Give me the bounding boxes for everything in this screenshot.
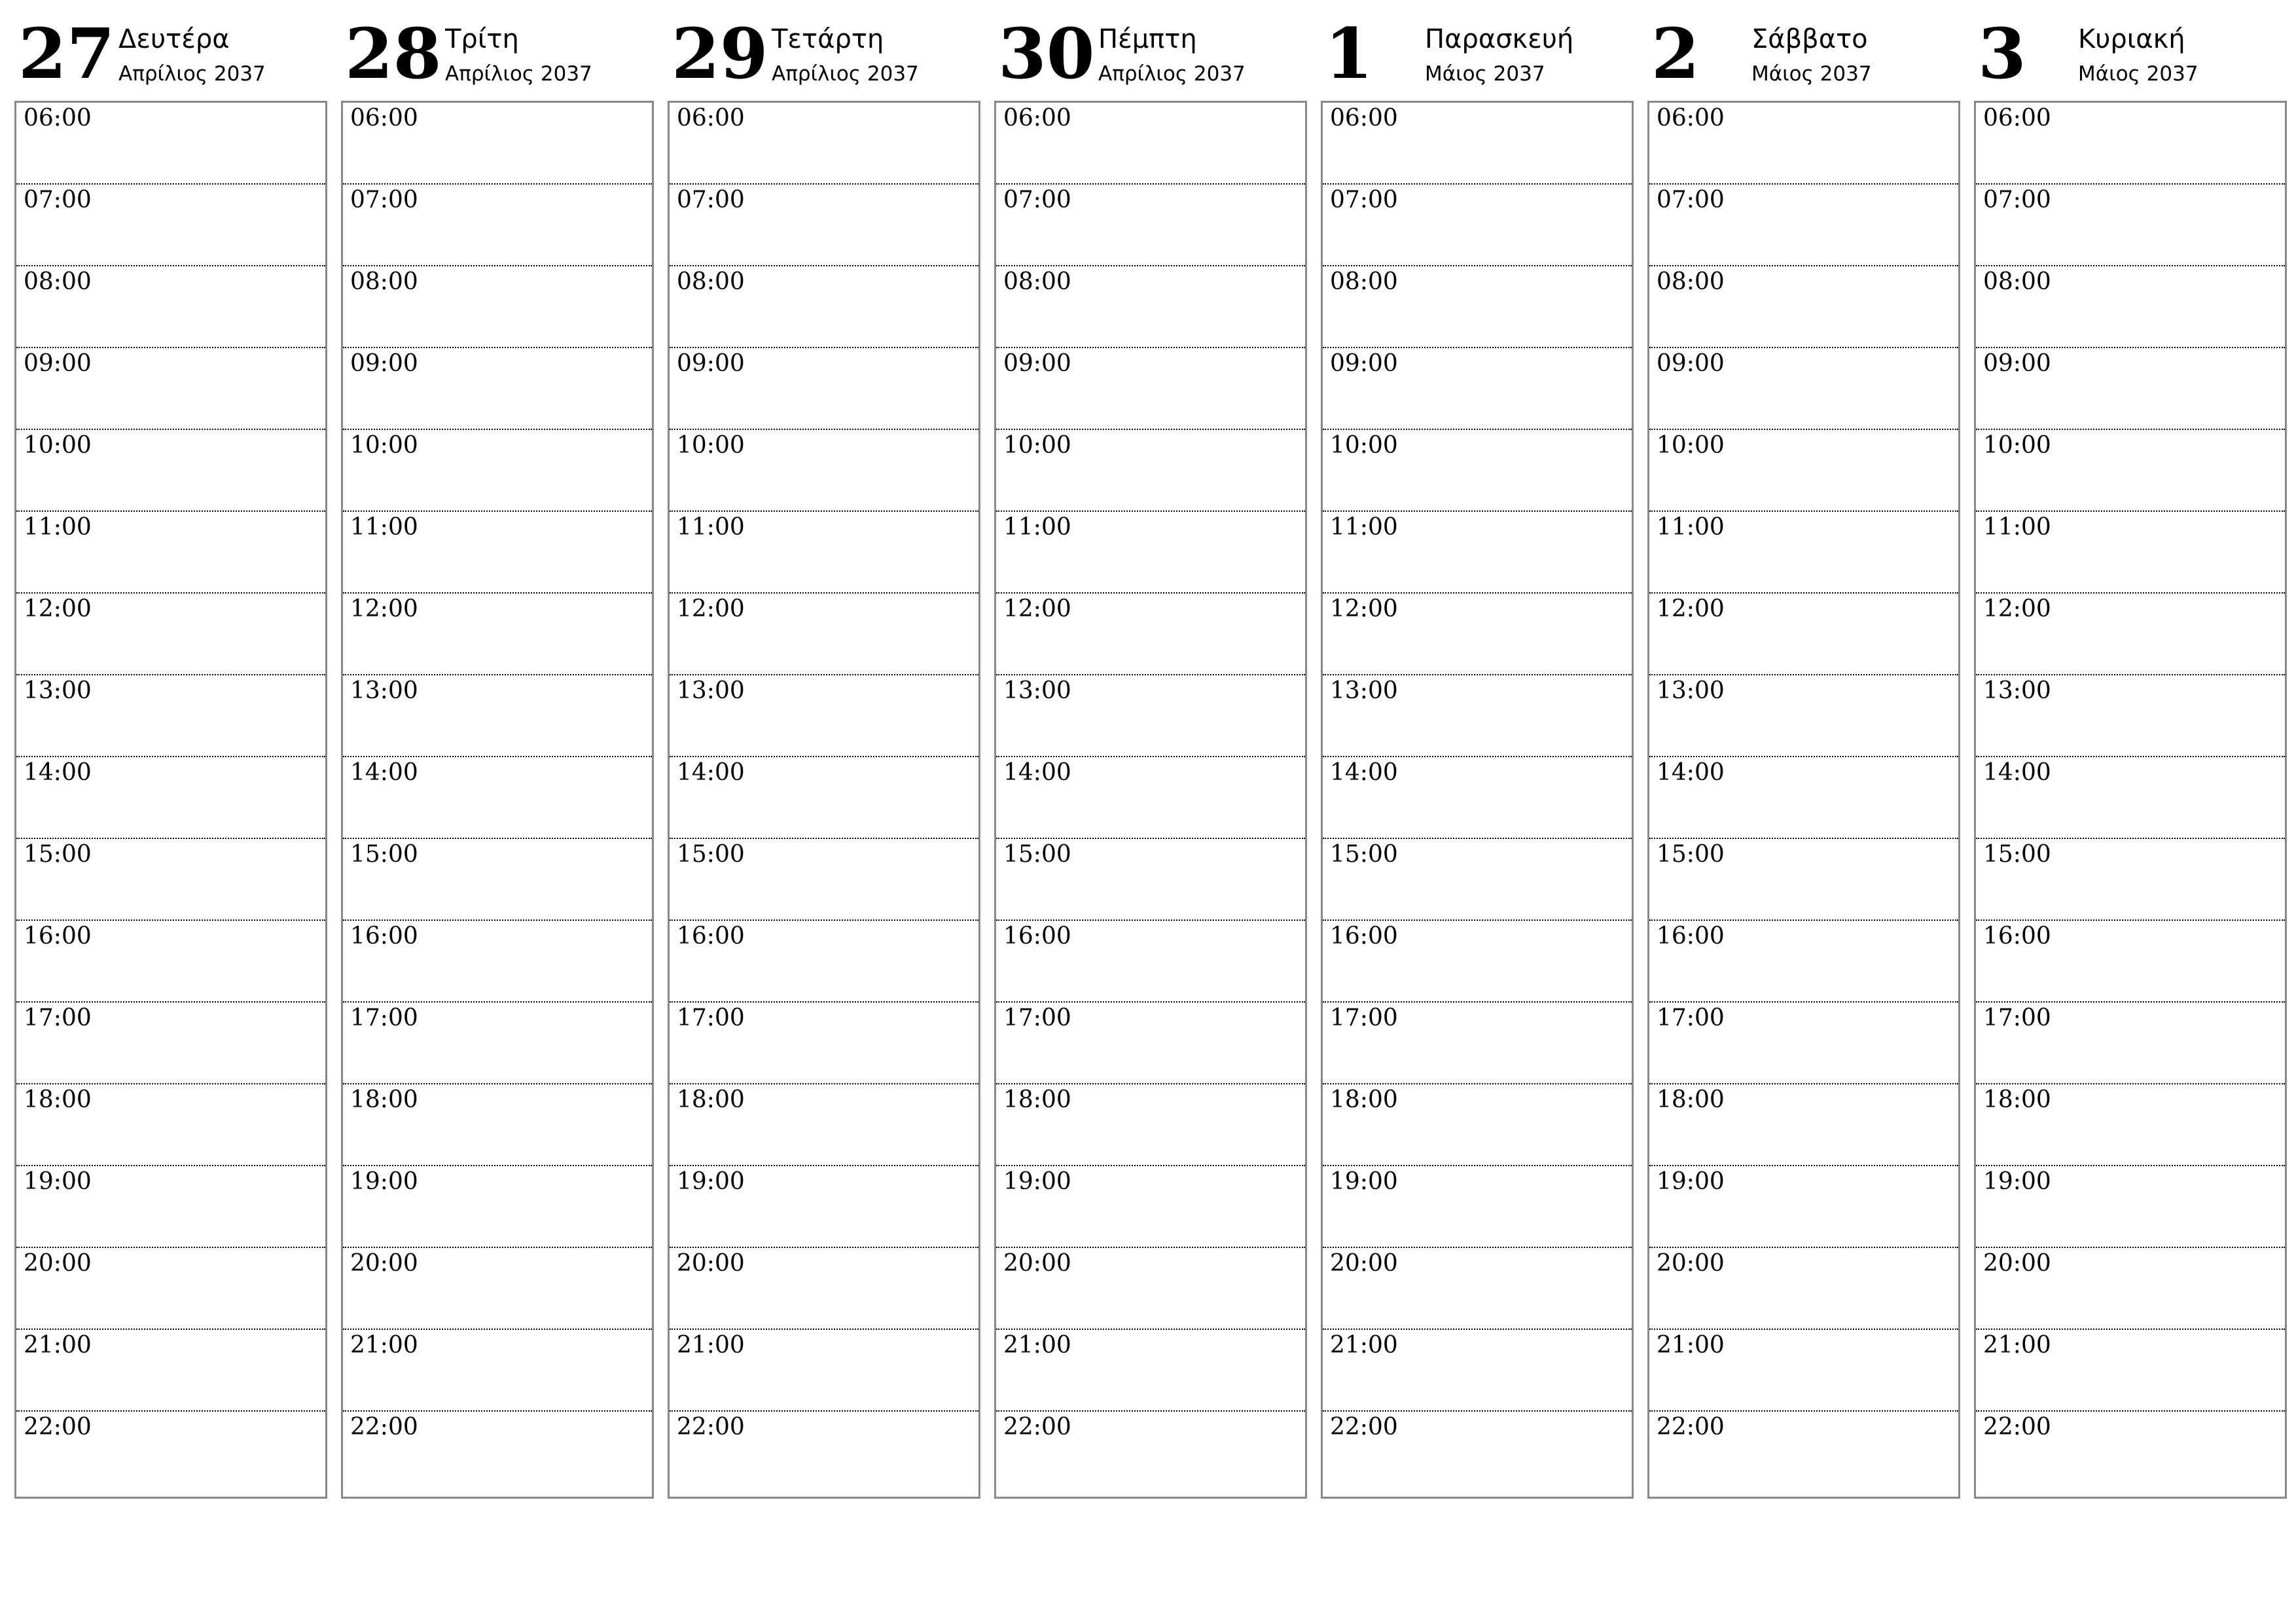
hour-label: 21:00 [677,1332,745,1359]
day-number: 28 [345,12,442,94]
hour-label: 08:00 [1330,268,1398,295]
hour-slot [343,266,652,348]
day-number: 27 [18,12,115,94]
day-header [1974,0,2287,99]
hour-label: 17:00 [24,1005,92,1031]
hour-label: 06:00 [1003,105,1071,132]
hour-slot [1649,1330,1958,1412]
hour-slot [1649,675,1958,757]
hour-label: 20:00 [1983,1250,2051,1277]
hour-label: 10:00 [1657,432,1725,459]
hour-slot [1323,348,1632,430]
hour-slot [1976,921,2285,1003]
hour-label: 10:00 [350,432,418,459]
hour-slot [1976,512,2285,594]
hour-grid [668,101,980,1499]
hour-label: 21:00 [350,1332,418,1359]
hour-slot [670,348,978,430]
month-year: Απρίλιος 2037 [772,62,919,86]
hour-label: 15:00 [1003,841,1071,868]
hour-label: 13:00 [1983,677,2051,704]
hour-slot [16,1084,325,1166]
hour-label: 20:00 [24,1250,92,1277]
hour-label: 16:00 [1983,923,2051,950]
hour-slot [996,1248,1305,1330]
hour-slot [343,103,652,185]
hour-label: 10:00 [1983,432,2051,459]
hour-slot [996,103,1305,185]
hour-label: 18:00 [1330,1086,1398,1113]
hour-label: 16:00 [1657,923,1725,950]
hour-label: 08:00 [1657,268,1725,295]
hour-slot [670,594,978,675]
hour-label: 19:00 [1657,1168,1725,1195]
hour-slot [16,921,325,1003]
hour-label: 13:00 [1657,677,1725,704]
hour-label: 11:00 [350,514,418,541]
hour-label: 20:00 [1657,1250,1725,1277]
hour-label: 10:00 [677,432,745,459]
hour-slot [16,185,325,266]
hour-slot [670,1166,978,1248]
hour-slot [343,430,652,512]
hour-label: 21:00 [1657,1332,1725,1359]
hour-label: 12:00 [1330,596,1398,622]
hour-slot [343,512,652,594]
hour-slot [996,1084,1305,1166]
hour-label: 09:00 [1983,350,2051,377]
hour-label: 10:00 [1003,432,1071,459]
hour-label: 07:00 [1330,187,1398,213]
day-header [341,0,654,99]
hour-label: 21:00 [1983,1332,2051,1359]
hour-label: 22:00 [350,1414,418,1440]
hour-slot [343,757,652,839]
hour-slot [343,348,652,430]
hour-slot [670,1003,978,1084]
hour-label: 20:00 [1330,1250,1398,1277]
hour-slot [1649,594,1958,675]
hour-label: 12:00 [1983,596,2051,622]
hour-label: 16:00 [1330,923,1398,950]
hour-slot [1976,348,2285,430]
hour-slot [1323,1248,1632,1330]
day-header [668,0,980,99]
hour-slot [996,348,1305,430]
hour-slot [670,512,978,594]
hour-label: 10:00 [1330,432,1398,459]
hour-slot [996,839,1305,921]
hour-label: 18:00 [1983,1086,2051,1113]
hour-grid [14,101,327,1499]
hour-label: 22:00 [24,1414,92,1440]
hour-label: 14:00 [1330,759,1398,786]
hour-label: 11:00 [1657,514,1725,541]
hour-slot [1323,1003,1632,1084]
hour-slot [16,1166,325,1248]
weekday-name: Κυριακή [2078,24,2185,54]
hour-label: 13:00 [677,677,745,704]
hour-label: 16:00 [677,923,745,950]
hour-label: 13:00 [1003,677,1071,704]
hour-slot [1976,839,2285,921]
hour-label: 21:00 [24,1332,92,1359]
hour-grid [994,101,1307,1499]
hour-slot [16,512,325,594]
hour-label: 11:00 [1330,514,1398,541]
hour-label: 06:00 [1330,105,1398,132]
month-year: Απρίλιος 2037 [445,62,592,86]
hour-label: 15:00 [350,841,418,868]
hour-slot [670,185,978,266]
hour-label: 12:00 [677,596,745,622]
hour-label: 22:00 [1330,1414,1398,1440]
day-number: 3 [1978,12,2026,94]
hour-label: 07:00 [1657,187,1725,213]
month-year: Απρίλιος 2037 [1098,62,1246,86]
hour-label: 15:00 [677,841,745,868]
hour-slot [670,839,978,921]
hour-slot [16,103,325,185]
hour-slot [1649,430,1958,512]
hour-label: 18:00 [350,1086,418,1113]
hour-slot [1976,1330,2285,1412]
hour-slot [343,1166,652,1248]
hour-label: 21:00 [1003,1332,1071,1359]
hour-slot [1323,1330,1632,1412]
hour-slot [996,185,1305,266]
hour-slot [16,594,325,675]
hour-slot [1976,675,2285,757]
hour-label: 11:00 [1983,514,2051,541]
hour-slot [1976,430,2285,512]
hour-slot [1323,1166,1632,1248]
hour-label: 15:00 [1657,841,1725,868]
hour-slot [1323,266,1632,348]
hour-label: 20:00 [677,1250,745,1277]
hour-label: 06:00 [1657,105,1725,132]
hour-label: 17:00 [1657,1005,1725,1031]
hour-slot [343,1003,652,1084]
hour-slot [670,757,978,839]
hour-label: 14:00 [350,759,418,786]
hour-slot [1976,1084,2285,1166]
hour-label: 08:00 [24,268,92,295]
month-year: Μάιος 2037 [1425,62,1545,86]
hour-label: 17:00 [1003,1005,1071,1031]
hour-label: 22:00 [1983,1414,2051,1440]
hour-slot [1976,1166,2285,1248]
day-number: 2 [1651,12,1700,94]
day-column [994,0,1307,1499]
hour-slot [670,1412,978,1516]
weekday-name: Τρίτη [445,24,519,54]
hour-slot [1649,1412,1958,1516]
hour-label: 22:00 [1657,1414,1725,1440]
hour-label: 08:00 [1003,268,1071,295]
hour-slot [996,594,1305,675]
hour-label: 07:00 [1983,187,2051,213]
month-year: Απρίλιος 2037 [118,62,266,86]
hour-slot [1649,348,1958,430]
hour-slot [1323,921,1632,1003]
hour-label: 14:00 [24,759,92,786]
hour-slot [996,675,1305,757]
hour-label: 18:00 [24,1086,92,1113]
hour-slot [1323,675,1632,757]
hour-slot [996,1330,1305,1412]
hour-label: 09:00 [1657,350,1725,377]
hour-slot [996,1412,1305,1516]
day-header [14,0,327,99]
hour-slot [1976,594,2285,675]
hour-label: 14:00 [1003,759,1071,786]
hour-slot [996,921,1305,1003]
hour-slot [1976,266,2285,348]
hour-slot [1976,185,2285,266]
hour-slot [996,1003,1305,1084]
hour-slot [1649,1166,1958,1248]
hour-label: 12:00 [1657,596,1725,622]
hour-slot [1323,1412,1632,1516]
hour-label: 22:00 [677,1414,745,1440]
hour-slot [670,1330,978,1412]
hour-label: 15:00 [24,841,92,868]
hour-slot [16,757,325,839]
hour-label: 09:00 [350,350,418,377]
hour-slot [16,1248,325,1330]
hour-label: 09:00 [677,350,745,377]
hour-label: 06:00 [24,105,92,132]
hour-label: 17:00 [677,1005,745,1031]
hour-label: 08:00 [1983,268,2051,295]
hour-grid [1321,101,1634,1499]
hour-slot [1976,757,2285,839]
hour-slot [996,757,1305,839]
hour-slot [16,348,325,430]
hour-slot [16,430,325,512]
hour-label: 13:00 [1330,677,1398,704]
hour-slot [343,1248,652,1330]
hour-slot [16,839,325,921]
hour-slot [1649,103,1958,185]
hour-slot [343,1412,652,1516]
hour-label: 07:00 [677,187,745,213]
hour-label: 13:00 [350,677,418,704]
hour-label: 15:00 [1330,841,1398,868]
hour-slot [16,675,325,757]
hour-slot [343,675,652,757]
hour-label: 21:00 [1330,1332,1398,1359]
hour-slot [1649,512,1958,594]
hour-label: 11:00 [24,514,92,541]
hour-label: 12:00 [24,596,92,622]
hour-label: 19:00 [350,1168,418,1195]
hour-slot [343,1330,652,1412]
hour-label: 18:00 [677,1086,745,1113]
hour-slot [1649,839,1958,921]
hour-slot [343,921,652,1003]
hour-slot [996,430,1305,512]
hour-label: 06:00 [350,105,418,132]
hour-label: 19:00 [1330,1168,1398,1195]
hour-slot [1649,1248,1958,1330]
hour-slot [343,594,652,675]
day-header [1647,0,1960,99]
hour-label: 19:00 [24,1168,92,1195]
hour-slot [670,430,978,512]
day-number: 1 [1325,12,1373,94]
day-column [341,0,654,1499]
hour-label: 06:00 [1983,105,2051,132]
hour-slot [1649,921,1958,1003]
hour-label: 20:00 [350,1250,418,1277]
hour-label: 13:00 [24,677,92,704]
day-number: 29 [672,12,768,94]
hour-grid [1647,101,1960,1499]
hour-label: 12:00 [350,596,418,622]
hour-label: 17:00 [1330,1005,1398,1031]
hour-label: 06:00 [677,105,745,132]
hour-slot [16,266,325,348]
hour-label: 19:00 [677,1168,745,1195]
hour-slot [1649,266,1958,348]
hour-label: 17:00 [350,1005,418,1031]
hour-slot [1649,757,1958,839]
hour-label: 08:00 [677,268,745,295]
hour-label: 14:00 [1983,759,2051,786]
hour-grid [341,101,654,1499]
month-year: Μάιος 2037 [1751,62,1872,86]
hour-slot [343,1084,652,1166]
hour-slot [1976,1248,2285,1330]
hour-label: 14:00 [677,759,745,786]
hour-label: 07:00 [24,187,92,213]
hour-slot [996,266,1305,348]
hour-label: 19:00 [1003,1168,1071,1195]
hour-grid [1974,101,2287,1499]
hour-slot [1649,1084,1958,1166]
hour-slot [996,1166,1305,1248]
hour-slot [16,1330,325,1412]
hour-slot [1976,103,2285,185]
weekday-name: Τετάρτη [772,24,884,54]
hour-label: 08:00 [350,268,418,295]
hour-slot [1649,185,1958,266]
hour-label: 16:00 [1003,923,1071,950]
hour-slot [1649,1003,1958,1084]
hour-slot [1323,430,1632,512]
day-column [1321,0,1634,1499]
hour-label: 19:00 [1983,1168,2051,1195]
day-header [1321,0,1634,99]
hour-label: 09:00 [1330,350,1398,377]
hour-slot [670,1084,978,1166]
hour-slot [1323,185,1632,266]
hour-slot [670,675,978,757]
weekday-name: Παρασκευή [1425,24,1574,54]
day-number: 30 [998,12,1095,94]
hour-slot [670,1248,978,1330]
hour-slot [1323,103,1632,185]
hour-label: 20:00 [1003,1250,1071,1277]
hour-label: 18:00 [1657,1086,1725,1113]
day-column [14,0,327,1499]
hour-label: 14:00 [1657,759,1725,786]
month-year: Μάιος 2037 [2078,62,2198,86]
hour-slot [16,1003,325,1084]
hour-slot [1323,757,1632,839]
hour-slot [1976,1412,2285,1516]
hour-label: 18:00 [1003,1086,1071,1113]
day-column [1974,0,2287,1499]
day-header [994,0,1307,99]
hour-slot [1323,839,1632,921]
hour-label: 16:00 [350,923,418,950]
weekday-name: Δευτέρα [118,24,230,54]
hour-slot [1323,594,1632,675]
hour-label: 11:00 [1003,514,1071,541]
hour-label: 22:00 [1003,1414,1071,1440]
hour-label: 11:00 [677,514,745,541]
hour-label: 07:00 [1003,187,1071,213]
hour-slot [1976,1003,2285,1084]
weekday-name: Πέμπτη [1098,24,1197,54]
hour-label: 16:00 [24,923,92,950]
hour-label: 10:00 [24,432,92,459]
hour-slot [670,103,978,185]
hour-label: 07:00 [350,187,418,213]
hour-slot [1323,512,1632,594]
hour-label: 12:00 [1003,596,1071,622]
hour-slot [343,839,652,921]
hour-slot [670,921,978,1003]
hour-slot [670,266,978,348]
day-column [668,0,980,1499]
hour-slot [343,185,652,266]
hour-slot [16,1412,325,1516]
weekday-name: Σάββατο [1751,24,1868,54]
day-column [1647,0,1960,1499]
hour-label: 15:00 [1983,841,2051,868]
hour-label: 09:00 [1003,350,1071,377]
hour-slot [996,512,1305,594]
hour-slot [1323,1084,1632,1166]
hour-label: 09:00 [24,350,92,377]
hour-label: 17:00 [1983,1005,2051,1031]
